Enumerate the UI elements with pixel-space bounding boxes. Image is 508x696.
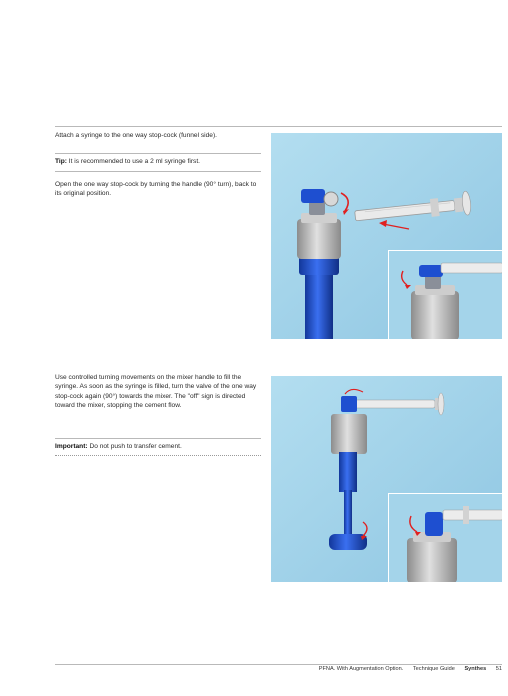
- syringe-attach-photo: [271, 133, 502, 339]
- section1-step1-text: Attach a syringe to the one way stop-cock (funnel side).: [55, 132, 217, 139]
- footer-subtitle: Technique Guide: [412, 666, 455, 672]
- mixer-fill-photo: [271, 376, 502, 582]
- tip-text: It is recommended to use a 2 ml syringe first.: [66, 158, 200, 165]
- footer-brand: Synthes: [464, 666, 487, 672]
- section2-step1-text: Use controlled turning movements on the mixer handle to fill the syringe. As soon as the syringe is filled, turn the valve of the one way stop-cock again (90°) towards the mixer. The "off" sign is directed toward the mixer, stopping the cement flow.: [55, 374, 257, 409]
- section1-tip-bottom-rule: [55, 171, 261, 172]
- section1-tip-rule: [55, 153, 261, 154]
- important-note: [55, 442, 263, 451]
- footer-rule: [55, 664, 502, 665]
- tip-label: Tip:: [55, 158, 67, 165]
- important-label: Important:: [55, 443, 88, 450]
- footer-title: PFNA. With Augmentation Option.: [318, 666, 404, 672]
- page-footer: [55, 666, 502, 678]
- section1-step2-text: Open the one way stop-cock by turning the handle (90° turn), back to its original position.: [55, 181, 257, 198]
- section2-important-rule: [55, 438, 261, 439]
- section2-important-bottom-rule: [55, 455, 261, 456]
- important-text: Do not push to transfer cement.: [87, 443, 182, 450]
- stopcock-detail-inset: [388, 250, 502, 339]
- section1-top-rule: [55, 126, 502, 127]
- page-number: 51: [495, 666, 502, 672]
- tip-note: [55, 157, 263, 166]
- valve-detail-inset: [388, 493, 502, 582]
